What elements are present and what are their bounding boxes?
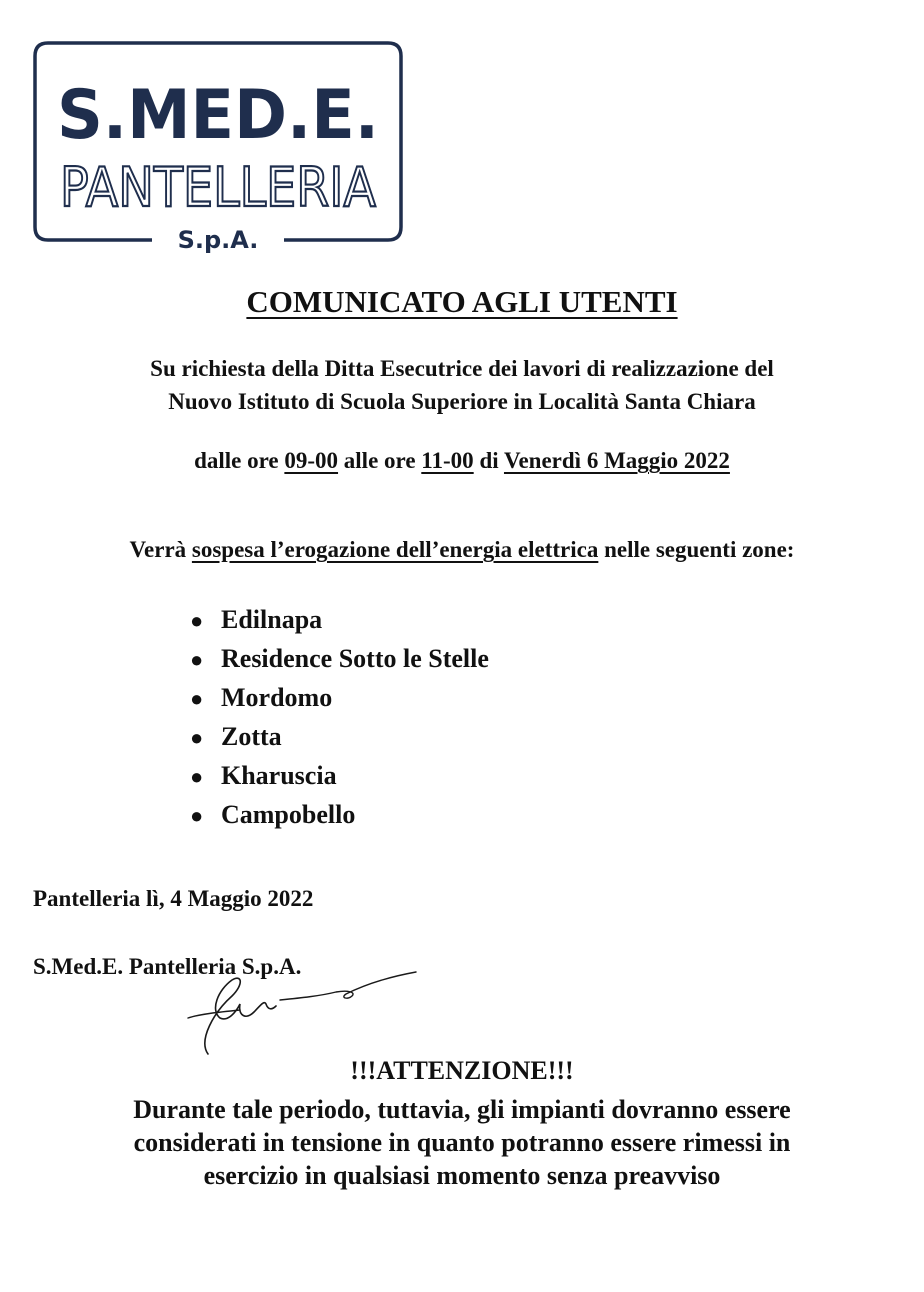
zone-name: Kharuscia [221, 761, 337, 790]
schedule-prefix: dalle ore [194, 448, 279, 473]
list-item [190, 678, 489, 717]
notice-title [0, 284, 924, 320]
zone-name: Mordomo [221, 683, 333, 712]
bullet-icon: ● [190, 803, 204, 828]
suspension-suffix: nelle seguenti zone: [604, 537, 795, 562]
bullet-icon: ● [190, 725, 204, 750]
list-item [190, 717, 489, 756]
zone-name: Residence Sotto le Stelle [221, 644, 489, 673]
start-time: 09-00 [284, 448, 339, 473]
end-time: 11-00 [421, 448, 474, 473]
logo-line2: PANTELLERIA [60, 156, 377, 219]
attention-title: !!!ATTENZIONE!!! [350, 1056, 574, 1085]
attention-line-1: Durante tale periodo, tuttavia, gli impianti dovranno essere [133, 1095, 791, 1124]
intro-line-2: Nuovo Istituto di Scuola Superiore in Località Santa Chiara [168, 389, 756, 414]
list-item [190, 639, 489, 678]
place-date: Pantelleria lì, 4 Maggio 2022 [33, 886, 314, 911]
schedule-line [0, 448, 924, 474]
logo-graphic [32, 40, 404, 254]
zone-name: Edilnapa [221, 605, 323, 634]
suspension-line [0, 537, 924, 563]
zone-name: Zotta [221, 722, 282, 751]
logo-line3: S.p.A. [177, 226, 259, 254]
suspension-prefix: Verrà [129, 537, 187, 562]
intro-paragraph [0, 352, 924, 418]
bullet-icon: ● [190, 647, 204, 672]
bullet-icon: ● [190, 608, 204, 633]
notice-title-text: COMUNICATO AGLI UTENTI [246, 284, 678, 319]
intro-line-1: Su richiesta della Ditta Esecutrice dei lavori di realizzazione del [150, 356, 774, 381]
bullet-icon: ● [190, 764, 204, 789]
attention-body [20, 1093, 904, 1192]
handwritten-signature [180, 962, 420, 1062]
zones-list [190, 600, 489, 834]
list-item [190, 756, 489, 795]
list-item [190, 600, 489, 639]
company-logo [32, 40, 404, 254]
outage-date: Venerdì 6 Maggio 2022 [503, 448, 730, 473]
suspension-highlight: sospesa l’erogazione dell’energia elettrica [191, 537, 599, 562]
zone-name: Campobello [221, 800, 356, 829]
list-item [190, 795, 489, 834]
signature-company: S.Med.E. Pantelleria S.p.A. [33, 954, 302, 979]
attention-line-3: esercizio in qualsiasi momento senza preavviso [203, 1161, 721, 1190]
date-prefix: di [479, 448, 499, 473]
attention-line-2: considerati in tensione in quanto potranno essere rimessi in [133, 1128, 791, 1157]
logo-line1: S.MED.E. [57, 76, 379, 155]
bullet-icon: ● [190, 686, 204, 711]
schedule-middle: alle ore [343, 448, 416, 473]
